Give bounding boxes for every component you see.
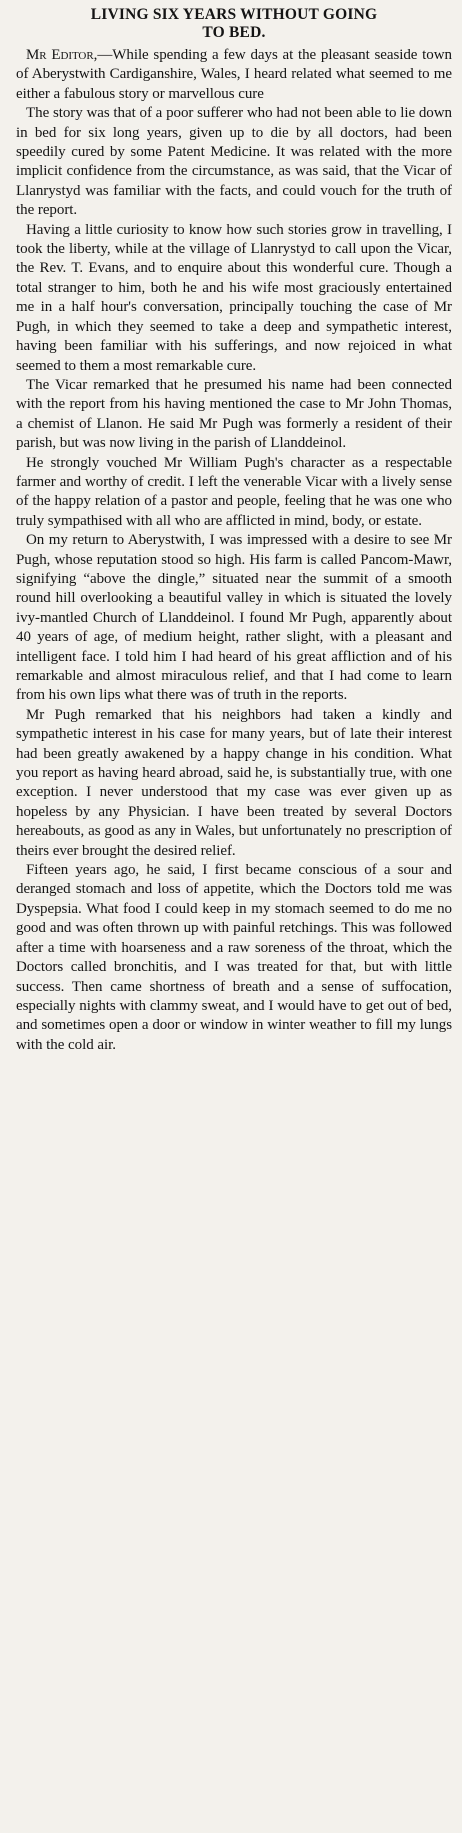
paragraph-3: Having a little curiosity to know how such stories grow in travelling, I took the liberty, while at the village of Llanrystyd to call upon the Vicar, the Rev. T. Evans, and to enquire about this wonderful cure. Though a total stranger to him, both he and his wife most graciously entertained me in a half hour's conversation, principally touching the case of Mr Pugh, in which they seemed to take a deep and sympathetic interest, having been familiar with his sufferings, and now rejoiced in what seemed to them a most remarkable cure. (16, 221, 452, 374)
paragraph-7: Mr Pugh remarked that his neighbors had taken a kindly and sympathetic interest in his case for many years, but of late their interest had been greatly awakened by a happy change in his condition. What you report as having heard abroad, said he, is substantially true, with one exception. I never understood that my case was ever given up as hopeless by any Physician. I have been treated by several Doctors hereabouts, as good as any in Wales, but unfortunately no prescription of theirs ever brought the desired relief. (16, 706, 452, 859)
salutation: Mr Editor, (26, 47, 98, 63)
article-title-line-2: TO BED. (202, 24, 266, 41)
paragraph-1 (16, 46, 452, 104)
paragraph-1-text: —While spending a few days at the pleasant seaside town of Aberystwith Cardiganshire, Wales, I heard related what seemed to me either a fabulous story or marvellous cure (16, 47, 452, 102)
paragraph-6: On my return to Aberystwith, I was impressed with a desire to see Mr Pugh, whose reputation stood so high. His farm is called Pancom-Mawr, signifying “above the dingle,” situated near the summit of a smooth round hill overlooking a beautiful valley in which is situated the lovely ivy-mantled Church of Llanddeinol. I found Mr Pugh, apparently about 40 years of age, of medium height, rather slight, with a pleasant and intelligent face. I told him I had heard of his great affliction and of his remarkable and almost miraculous relief, and that I had come to learn from his own lips what there was of truth in the reports. (16, 532, 452, 704)
article-title (16, 6, 452, 42)
paragraph-5: He strongly vouched Mr William Pugh's character as a respectable farmer and worthy of credit. I left the venerable Vicar with a lively sense of the happy relation of a pastor and people, feeling that he was one who truly sympathised with all who are afflicted in mind, body, or estate. (16, 454, 452, 529)
paragraph-4: The Vicar remarked that he presumed his name had been connected with the report from his having mentioned the case to Mr John Thomas, a chemist of Llanon. He said Mr Pugh was formerly a resident of their parish, but was now living in the parish of Llanddeinol. (16, 376, 452, 452)
article-title-line-1: LIVING SIX YEARS WITHOUT GOING (90, 6, 378, 23)
paragraph-2: The story was that of a poor sufferer who had not been able to lie down in bed for six long years, given up to die by all doctors, had been speedily cured by some Patent Medicine. It was related with the more implicit confidence from the circumstance, as was said, that the Vicar of Llanrystyd was familiar with the facts, and could vouch for the truth of the report. (16, 105, 452, 219)
paragraph-8: Fifteen years ago, he said, I first became conscious of a sour and deranged stomach and loss of appetite, which the Doctors told me was Dyspepsia. What food I could keep in my stomach seemed to do me no good and was often thrown up with painful retchings. This was followed after a time with hoarseness and a raw soreness of the throat, which the Doctors called bronchitis, and I was treated for that, but with little success. Then came shortness of breath and a sense of suffocation, especially nights with clammy sweat, and I would have to get out of bed, and sometimes open a door or window in winter weather to fill my lungs with the cold air. (16, 862, 452, 1053)
